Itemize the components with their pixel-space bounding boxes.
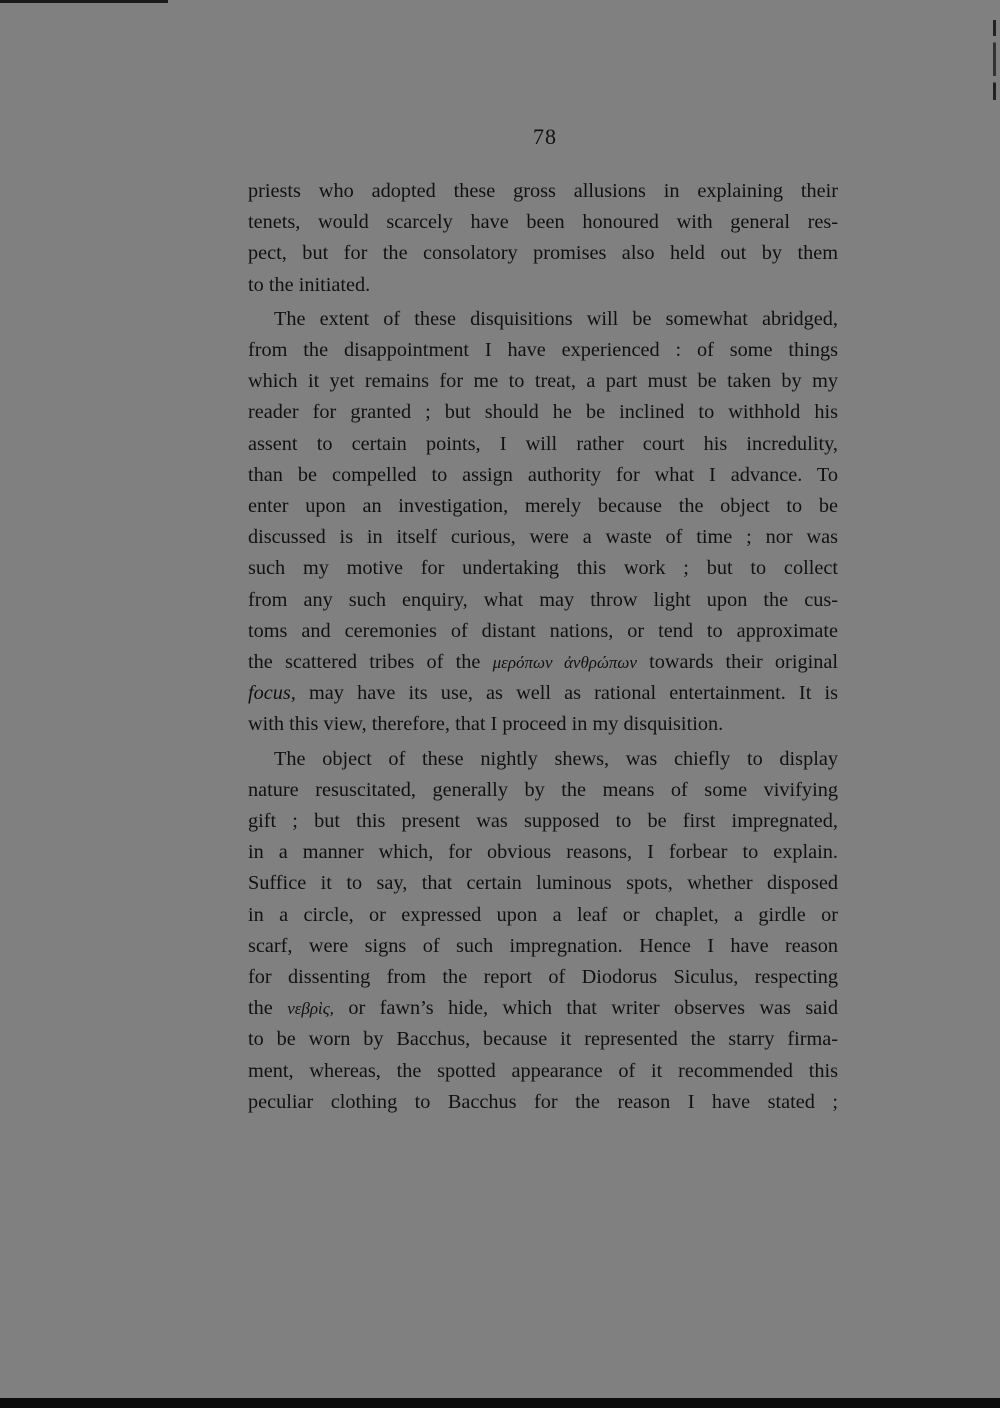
scan-border-mark xyxy=(0,1398,1000,1408)
paragraph-3 xyxy=(248,744,838,1118)
text-line-with-greek xyxy=(248,993,838,1024)
text-line: to the initiated. xyxy=(248,273,371,296)
text-line: such my motive for undertaking this work ; but to collect xyxy=(248,557,838,580)
text-line: ment, whereas, the spotted appearance of it recommended this xyxy=(248,1059,838,1082)
text-line: in a manner which, for obvious reasons, I forbear to explain. xyxy=(248,841,838,864)
scan-border-mark xyxy=(0,0,168,3)
greek-word: νεβρὶς, xyxy=(287,999,334,1019)
scan-edge-mark xyxy=(993,20,996,100)
text-line: peculiar clothing to Bacchus for the reason I have stated ; xyxy=(248,1090,838,1113)
text-line: from any such enquiry, what may throw light upon the cus- xyxy=(248,588,838,611)
text-line: reader for granted ; but should he be inclined to withhold his xyxy=(248,401,838,424)
text-line: discussed is in itself curious, were a waste of time ; nor was xyxy=(248,526,838,549)
text-line: tenets, would scarcely have been honoured with general res- xyxy=(248,211,838,234)
text-line: scarf, were signs of such impregnation. Hence I have reason xyxy=(248,934,838,957)
text-line: for dissenting from the report of Diodorus Siculus, respecting xyxy=(248,966,838,989)
text-line: from the disappointment I have experienced : of some things xyxy=(248,339,838,362)
text-line: to be worn by Bacchus, because it represented the starry firma- xyxy=(248,1028,838,1051)
page-number: 78 xyxy=(533,124,557,149)
text-line: in a circle, or expressed upon a leaf or chaplet, a girdle or xyxy=(248,903,838,926)
text-fragment: may have its use, as well as rational entertainment. It is xyxy=(295,682,838,705)
paragraph-2 xyxy=(248,304,838,741)
text-line: gift ; but this present was supposed to be first impregnated, xyxy=(248,810,838,833)
italic-word: focus, xyxy=(248,682,296,705)
text-line: than be compelled to assign authority for what I advance. To xyxy=(248,463,838,486)
text-fragment: the scattered tribes of the xyxy=(248,651,481,674)
text-line: toms and ceremonies of distant nations, or tend to approximate xyxy=(248,619,838,642)
text-line: assent to certain points, I will rather court his incredulity, xyxy=(248,432,838,455)
text-line: Suffice it to say, that certain luminous spots, whether disposed xyxy=(248,872,838,895)
text-fragment: towards their original xyxy=(649,651,838,674)
text-line: The object of these nightly shews, was chiefly to display xyxy=(274,747,838,770)
text-line: nature resuscitated, generally by the means of some vivifying xyxy=(248,778,838,801)
text-line: The extent of these disquisitions will be somewhat abridged, xyxy=(274,307,838,330)
text-line: with this view, therefore, that I proceed in my disquisition. xyxy=(248,713,724,736)
text-line: which it yet remains for me to treat, a part must be taken by my xyxy=(248,370,838,393)
greek-phrase: μερόπων ἀνθρώπων xyxy=(492,653,637,673)
text-line: enter upon an investigation, merely because the object to be xyxy=(248,495,838,518)
text-line-with-greek xyxy=(248,647,838,678)
paragraph-1 xyxy=(248,176,838,301)
text-fragment: or fawn’s hide, which that writer observes was said xyxy=(348,997,838,1020)
text-fragment: the xyxy=(248,997,273,1020)
text-line-with-italic xyxy=(248,678,838,709)
text-line: priests who adopted these gross allusions in explaining their xyxy=(248,180,838,202)
text-line: pect, but for the consolatory promises also held out by them xyxy=(248,242,838,265)
page-body xyxy=(248,176,838,1118)
